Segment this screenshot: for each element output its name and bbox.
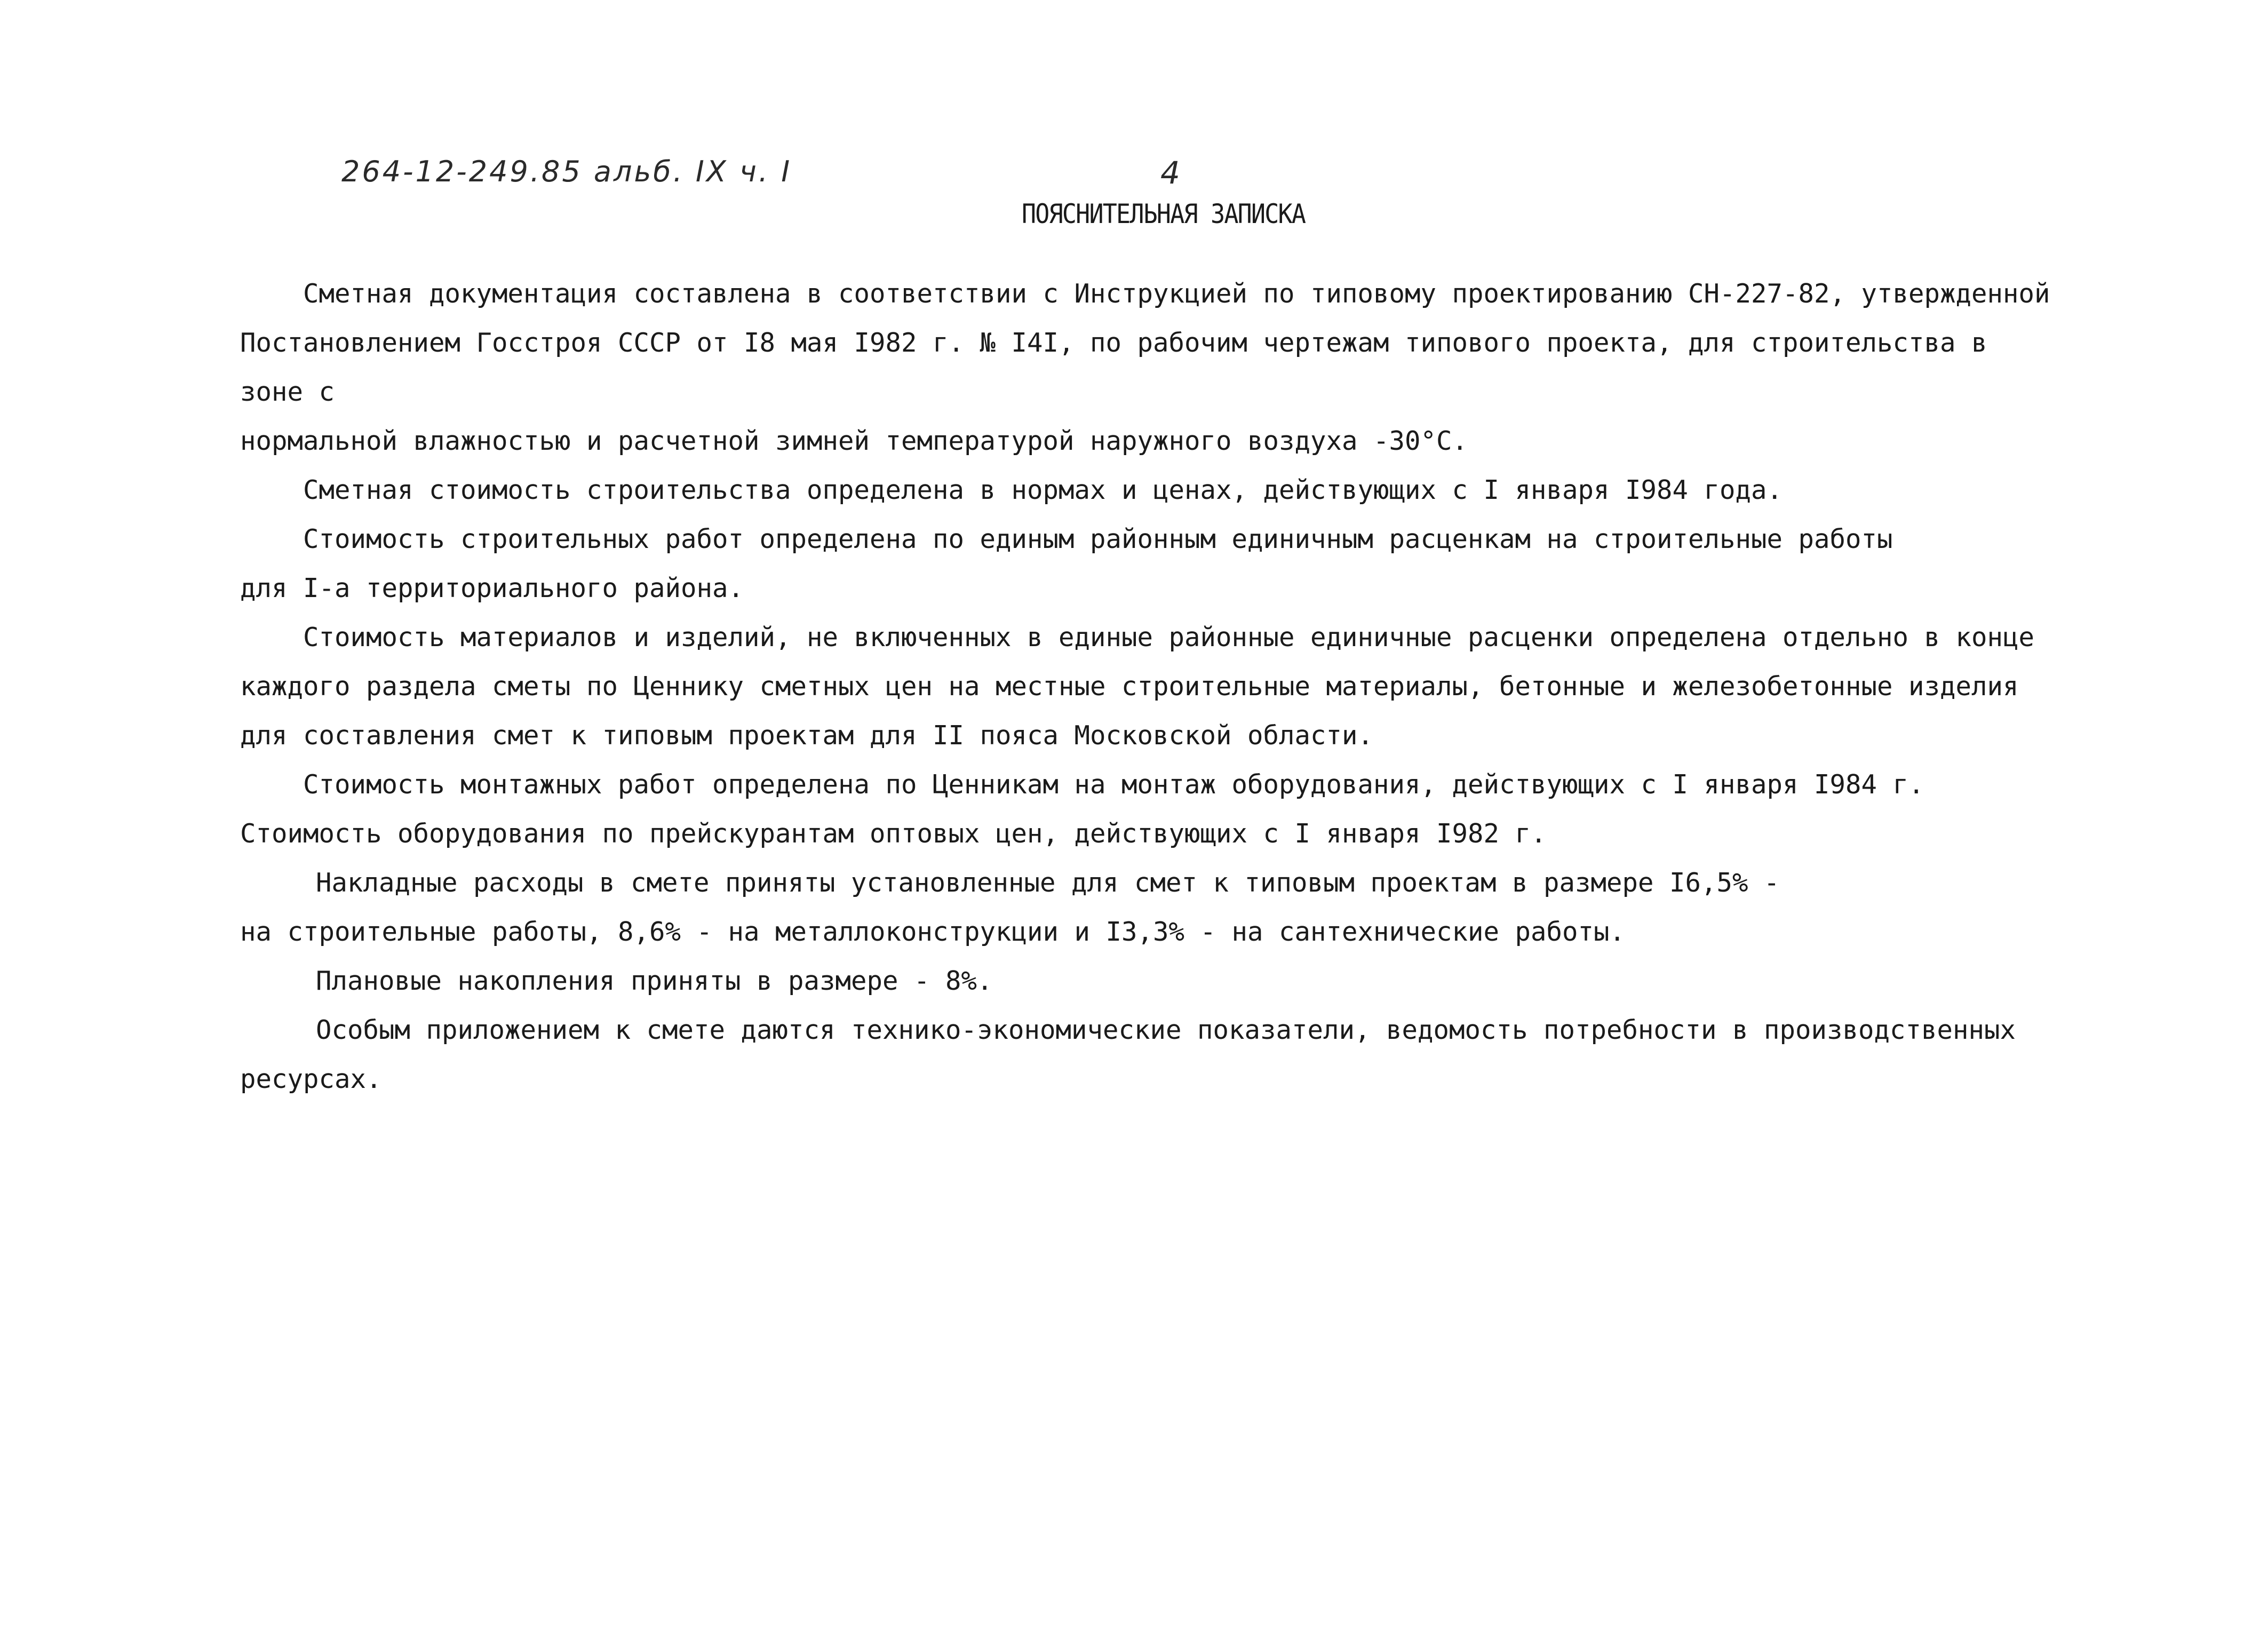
paragraph-overhead-costs: Накладные расходы в смете приняты установленные для смет к типовым проектам в размере I6,5% - на строительные работы, 8,6% - на металлоконструкции и I3,3% - на сантехнические работы. xyxy=(240,868,1780,947)
paragraph-installation-works: Стоимость монтажных работ определена по Ценникам на монтаж оборудования, действующих с I января I984 г. Стоимость оборудования по прейскурантам оптовых цен, действующих с I января I982 г. xyxy=(240,769,1924,849)
paragraph-estimated-cost: Сметная стоимость строительства определена в нормах и ценах, действующих с I января I984 года. xyxy=(303,475,1783,505)
page-number: 4 xyxy=(1160,155,1180,191)
paragraph-construction-works: Стоимость строительных работ определена по единым районным единичным расценкам на строительные работы для I-а территориального района. xyxy=(240,524,1893,603)
page-title: ПОЯСНИТЕЛЬНАЯ ЗАПИСКА xyxy=(1022,198,1306,229)
document-code: 264-12-249.85 альб. IX ч. I xyxy=(341,155,792,188)
paragraph-materials: Стоимость материалов и изделий, не включенных в единые районные единичные расценки определена отдельно в конце каждого раздела сметы по Ценнику сметных цен на местные строительные материалы, бетонные и железобетонные изделия для составления смет к типовым проектам для II пояса Московской области. xyxy=(240,622,2035,751)
paragraph-appendix: Особым приложением к смете даются технико-экономические показатели, ведомость потребности в производственных ресурсах. xyxy=(240,1015,2016,1094)
explanatory-note-body xyxy=(240,269,2054,1104)
paragraph-planned-savings: Плановые накопления приняты в размере - 8%. xyxy=(316,966,993,996)
paragraph-documentation: Сметная документация составлена в соответствии с Инструкцией по типовому проектированию СН-227-82, утвержденной Постановлением Госстроя СССР от I8 мая I982 г. № I4I, по рабочим чертежам типового проекта, для строительства в зоне с нормальной влажностью и расчетной зимней температурой наружного воздуха -30°С. xyxy=(240,279,2050,456)
